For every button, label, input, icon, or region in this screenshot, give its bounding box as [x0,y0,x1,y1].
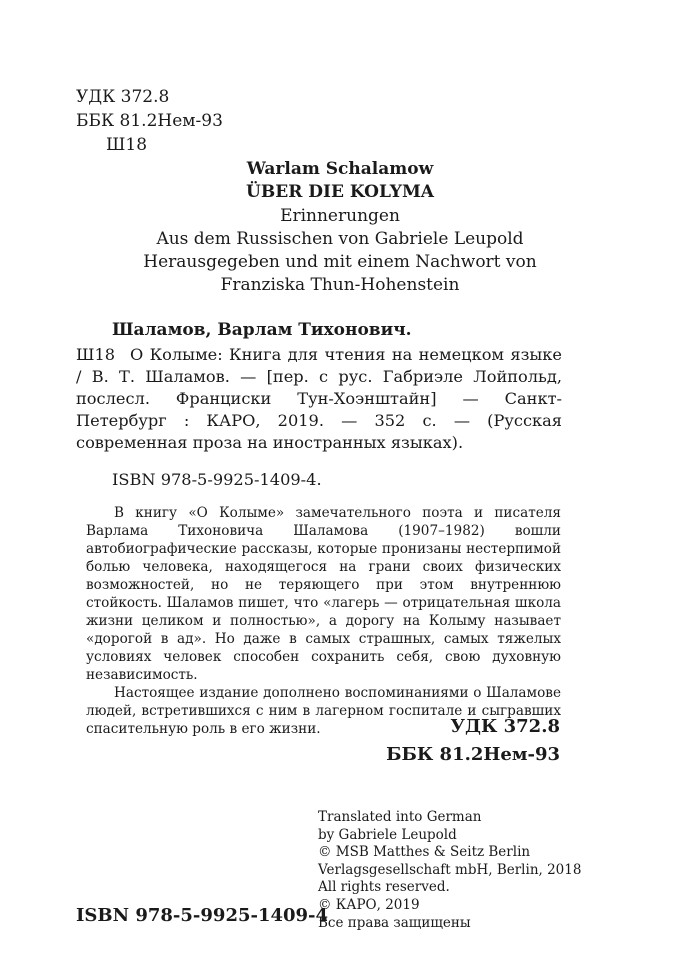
translator-line: Aus dem Russischen von Gabriele Leupold [156,229,524,249]
catalog-description [76,344,562,454]
catalog-description-text: О Колыме: Книга для чтения на немецком языке / В. Т. Шаламов. — [пер. с рус. Габриэле Лойпольд, послесл. Франциски Тун-Хоэнштайн] — Санкт-Петербург : КАРО, 2019. — 352 с. — (Русская современная проза на иностранных языках). [76,345,562,452]
copyright-line: Verlagsgesellschaft mbH, Berlin, 2018 [318,861,582,878]
copyright-line: © MSB Matthes & Seitz Berlin [318,844,531,861]
catalog-isbn: ISBN 978-5-9925-1409-4. [112,470,322,489]
copyright-line: by Gabriele Leupold [318,826,457,843]
bbk-code: ББК 81.2Нем-93 [76,111,223,131]
copyright-line: Translated into German [318,809,482,825]
copyright-line: All rights reserved. [318,879,450,896]
annotation [86,504,561,738]
editor-name: Franziska Thun-Hohenstein [220,275,460,295]
author-name: Warlam Schalamow [246,159,434,179]
author-mark: Ш18 [106,135,148,155]
bbk-code-repeat: ББК 81.2Нем-93 [386,744,560,765]
book-title: ÜBER DIE KOLYMA [246,182,434,202]
isbn-footer: ISBN 978-5-9925-1409-4 [76,905,329,926]
udk-code: УДК 372.8 [76,87,170,107]
annotation-paragraph-1: В книгу «О Колыме» замечательного поэта и писателя Варлама Тихоновича Шаламова (1907–1982) вошли автобиографические рассказы, которые пронизаны нестерпимой болью человека, находящегося на грани своих физических возможностей, но не теряющего при этом внутреннюю стойкость. Шаламов пишет, что «лагерь — отрицательная школа жизни целиком и полностью», а дорогу на Колыму называет «дорогой в ад». Но даже в самых страшных, самых тяжелых условиях человек способен сохранить себя, свою духовную независимость. [86,505,561,683]
editor-line: Herausgegeben und mit einem Nachwort von [143,252,537,272]
book-subtitle: Erinnerungen [280,206,400,226]
copyright-line: © КАРО, 2019 [318,896,420,913]
catalog-heading: Шаламов, Варлам Тихонович. [112,320,412,340]
catalog-author-mark: Ш18 [76,345,116,364]
copyright-line: Все права защищены [318,914,471,931]
annotation-paragraph-2: Настоящее издание дополнено воспоминаниями о Шаламове людей, встретившихся с ним в лагерном госпитале и сыгравших спасительную роль в его жизни. [86,685,561,737]
udk-code-repeat: УДК 372.8 [450,716,560,737]
copyright-block [318,809,581,932]
